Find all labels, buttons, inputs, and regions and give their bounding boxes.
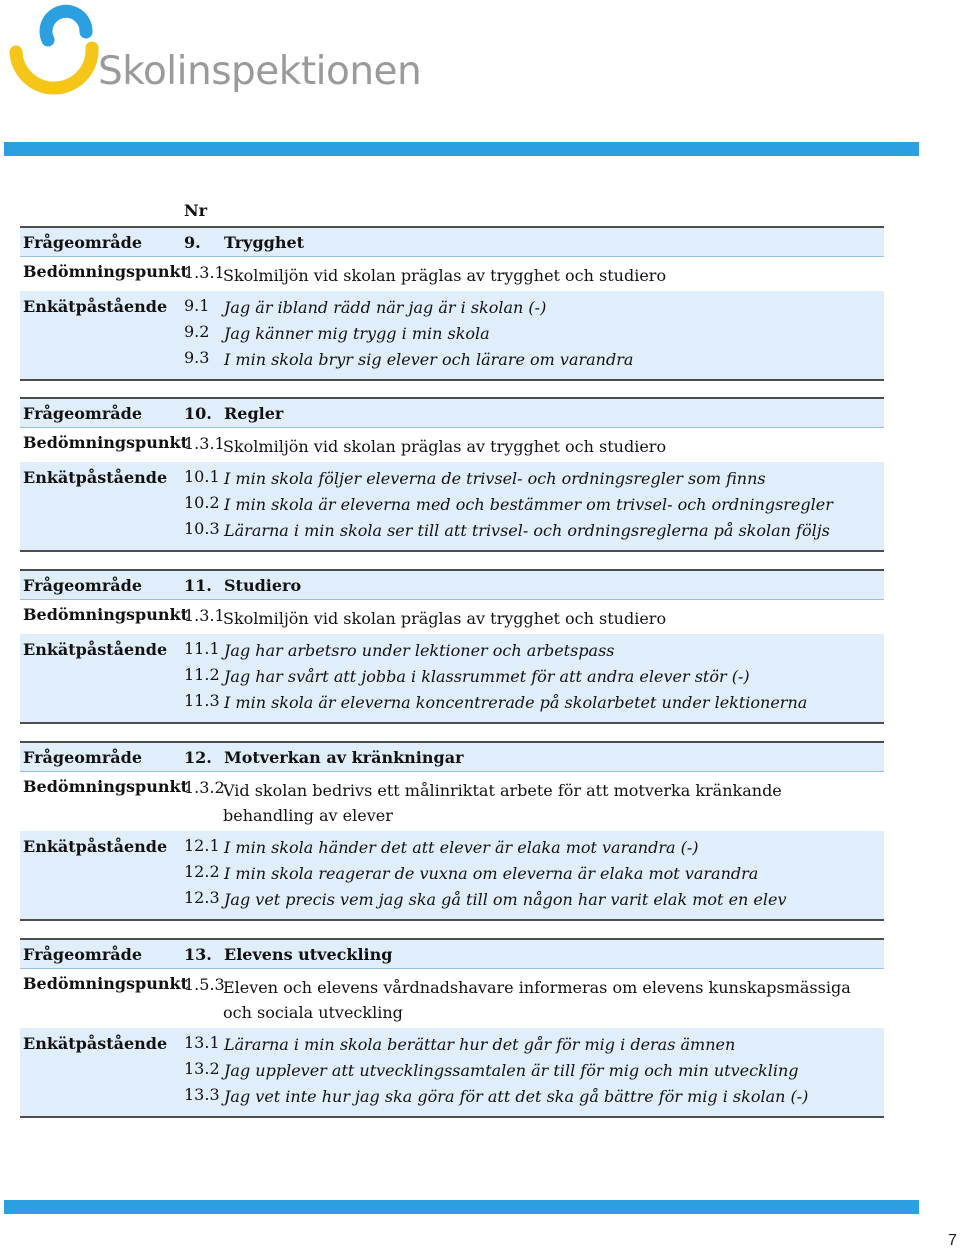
- area-number: 11.: [184, 576, 212, 595]
- statement-label: Enkätpåstående: [23, 640, 168, 659]
- statement-number: 11.2: [184, 665, 220, 684]
- statement-number: 10.1: [184, 467, 220, 486]
- statement-item: [20, 493, 884, 519]
- statement-text: Jag har svårt att jobba i klassrummet för att andra elever stör (-): [224, 667, 750, 686]
- statement-number: 10.2: [184, 493, 220, 512]
- statement-text: I min skola bryr sig elever och lärare om varandra: [224, 350, 634, 369]
- statement-row: [20, 291, 884, 381]
- statement-row: [20, 462, 884, 552]
- statement-item: [20, 519, 884, 545]
- section-regler: [20, 397, 884, 552]
- statement-label: Enkätpåstående: [23, 1034, 168, 1053]
- criterion-text: Vid skolan bedrivs ett målinriktat arbete för att motverka kränkande behandling av elever: [223, 781, 782, 825]
- statement-item: [20, 836, 884, 862]
- area-row: [20, 938, 884, 969]
- criterion-code: 1.3.1: [184, 434, 225, 453]
- statement-text: Jag upplever att utvecklingssamtalen är till för mig och min utveckling: [224, 1061, 799, 1080]
- area-number: 10.: [184, 404, 212, 423]
- statement-number: 13.3: [184, 1085, 220, 1104]
- criterion-label: Bedömningspunkt: [23, 974, 188, 993]
- statement-text: Lärarna i min skola berättar hur det går för mig i deras ämnen: [224, 1035, 736, 1054]
- area-row: [20, 397, 884, 428]
- statement-item: [20, 888, 884, 914]
- statement-item: [20, 691, 884, 717]
- criterion-row: [20, 428, 884, 462]
- statement-number: 9.2: [184, 322, 210, 341]
- statement-list: [20, 462, 884, 550]
- statement-item: [20, 1085, 884, 1111]
- statement-text: Jag vet precis vem jag ska gå till om någon har varit elak mot en elev: [224, 890, 787, 909]
- area-name: Trygghet: [224, 233, 305, 252]
- statement-text: Jag är ibland rädd när jag är i skolan (-): [224, 298, 547, 317]
- area-label: Frågeområde: [23, 404, 143, 423]
- criterion-text: Skolmiljön vid skolan präglas av trygghet och studiero: [223, 266, 667, 285]
- footer-bar: [4, 1200, 919, 1214]
- statement-text: Lärarna i min skola ser till att trivsel- och ordningsreglerna på skolan följs: [224, 521, 830, 540]
- criterion-label: Bedömningspunkt: [23, 433, 188, 452]
- criterion-code: 1.3.2: [184, 778, 225, 797]
- statement-label: Enkätpåstående: [23, 468, 168, 487]
- statement-list: [20, 1028, 884, 1116]
- area-name: Elevens utveckling: [224, 945, 393, 964]
- criterion-row: [20, 257, 884, 291]
- header-bar: [4, 142, 919, 156]
- criterion-row: [20, 600, 884, 634]
- statement-number: 12.1: [184, 836, 220, 855]
- criterion-code: 1.3.1: [184, 263, 225, 282]
- area-row: [20, 226, 884, 257]
- statement-item: [20, 862, 884, 888]
- logo: [6, 2, 422, 102]
- statement-item: [20, 296, 884, 322]
- statement-row: [20, 1028, 884, 1118]
- statement-row: [20, 831, 884, 921]
- area-number: 9.: [184, 233, 201, 252]
- statement-list: [20, 634, 884, 722]
- criterion-text: Skolmiljön vid skolan präglas av trygghet och studiero: [223, 437, 667, 456]
- area-row: [20, 741, 884, 772]
- statement-list: [20, 291, 884, 379]
- page-number: 7: [948, 1232, 957, 1249]
- statement-item: [20, 639, 884, 665]
- statement-number: 11.1: [184, 639, 220, 658]
- nr-column-header: Nr: [184, 201, 208, 220]
- statement-label: Enkätpåstående: [23, 297, 168, 316]
- criterion-code: 1.5.3: [184, 975, 225, 994]
- statement-number: 12.3: [184, 888, 220, 907]
- criterion-text: Eleven och elevens vårdnadshavare informeras om elevens kunskapsmässiga och sociala utveckling: [223, 978, 851, 1022]
- statement-item: [20, 467, 884, 493]
- criterion-label: Bedömningspunkt: [23, 605, 188, 624]
- statement-number: 11.3: [184, 691, 220, 710]
- criterion-text: Skolmiljön vid skolan präglas av trygghet och studiero: [223, 609, 667, 628]
- criterion-label: Bedömningspunkt: [23, 262, 188, 281]
- statement-text: Jag vet inte hur jag ska göra för att det ska gå bättre för mig i skolan (-): [224, 1087, 809, 1106]
- area-name: Motverkan av kränkningar: [224, 748, 464, 767]
- statement-item: [20, 348, 884, 374]
- statement-number: 13.2: [184, 1059, 220, 1078]
- area-label: Frågeområde: [23, 945, 143, 964]
- area-number: 13.: [184, 945, 212, 964]
- statement-item: [20, 1033, 884, 1059]
- statement-item: [20, 1059, 884, 1085]
- statement-text: I min skola reagerar de vuxna om eleverna är elaka mot varandra: [224, 864, 759, 883]
- area-label: Frågeområde: [23, 576, 143, 595]
- statement-number: 9.3: [184, 348, 210, 367]
- criterion-row: [20, 772, 884, 831]
- criterion-code: 1.3.1: [184, 606, 225, 625]
- statement-text: I min skola händer det att elever är elaka mot varandra (-): [224, 838, 699, 857]
- section-studiero: [20, 569, 884, 724]
- statement-item: [20, 665, 884, 691]
- area-label: Frågeområde: [23, 233, 143, 252]
- area-name: Regler: [224, 404, 284, 423]
- statement-text: Jag har arbetsro under lektioner och arbetspass: [224, 641, 615, 660]
- statement-number: 13.1: [184, 1033, 220, 1052]
- area-name: Studiero: [224, 576, 302, 595]
- statement-text: I min skola är eleverna koncentrerade på skolarbetet under lektionerna: [224, 693, 808, 712]
- section-motverkan-av-krankningar: [20, 741, 884, 921]
- statement-list: [20, 831, 884, 919]
- criterion-row: [20, 969, 884, 1028]
- statement-row: [20, 634, 884, 724]
- statement-text: I min skola följer eleverna de trivsel- och ordningsregler som finns: [224, 469, 766, 488]
- logo-text: Skolinspektionen: [98, 49, 422, 94]
- section-elevens-utveckling: [20, 938, 884, 1118]
- statement-text: Jag känner mig trygg i min skola: [224, 324, 490, 343]
- area-label: Frågeområde: [23, 748, 143, 767]
- statement-item: [20, 322, 884, 348]
- statement-label: Enkätpåstående: [23, 837, 168, 856]
- section-trygghet: [20, 226, 884, 381]
- criterion-label: Bedömningspunkt: [23, 777, 188, 796]
- area-number: 12.: [184, 748, 212, 767]
- statement-number: 10.3: [184, 519, 220, 538]
- statement-text: I min skola är eleverna med och bestämmer om trivsel- och ordningsregler: [224, 495, 833, 514]
- area-row: [20, 569, 884, 600]
- statement-number: 9.1: [184, 296, 210, 315]
- statement-number: 12.2: [184, 862, 220, 881]
